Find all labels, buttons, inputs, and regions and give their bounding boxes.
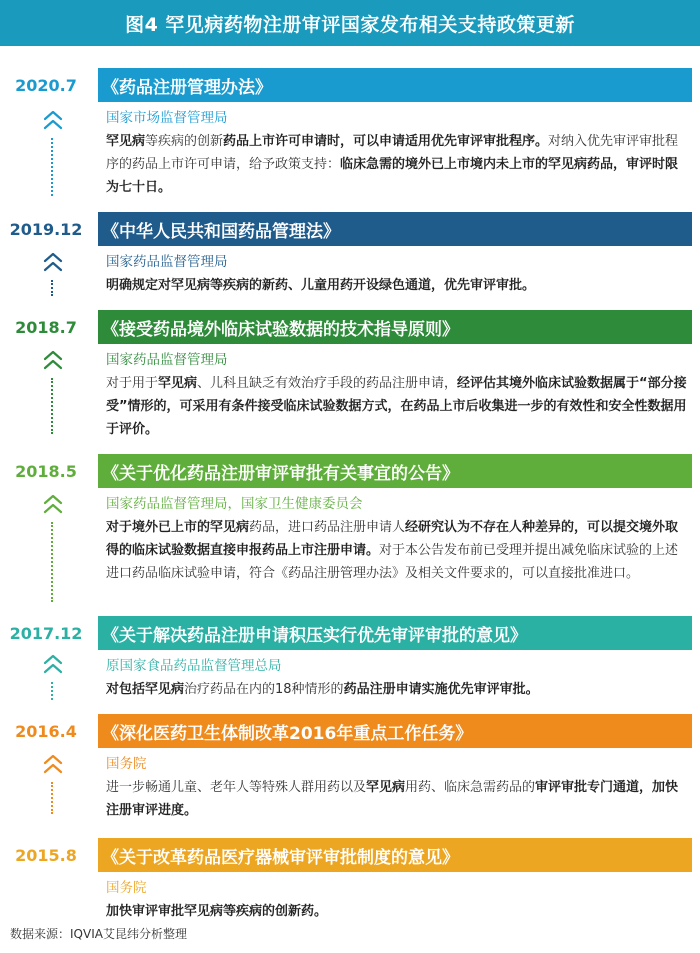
entry-description xyxy=(106,372,688,441)
timeline-connector xyxy=(51,682,53,700)
double-chevron-up-icon xyxy=(42,348,64,374)
highlight-text: 经研究认为不存在人种差异的，可以提交境外取得的临床试验数据直接申报药品上市注册申请。 xyxy=(106,520,679,558)
entry-body xyxy=(106,754,688,822)
double-chevron-up-icon xyxy=(42,752,64,778)
entry-policy-title: 《关于解决药品注册申请积压实行优先审评审批的意见》 xyxy=(98,616,692,650)
figure-title: 图4 罕见病药物注册审评国家发布相关支持政策更新 xyxy=(0,0,700,46)
entry-authority: 国务院 xyxy=(106,880,147,896)
entry-description xyxy=(106,516,688,585)
highlight-text: 临床急需的境外已上市境内未上市的罕见病药品，审评时限为七十日。 xyxy=(106,157,679,195)
highlight-text: 对于境外已上市的罕见病 xyxy=(106,520,250,535)
entry-authority: 国家市场监督管理局 xyxy=(106,110,228,126)
entry-date: 2017.12 xyxy=(9,623,83,643)
timeline-connector xyxy=(51,138,53,196)
double-chevron-up-icon xyxy=(42,652,64,678)
entry-description xyxy=(106,900,688,923)
entry-date: 2020.7 xyxy=(15,75,77,95)
entry-body xyxy=(106,252,688,297)
body-text: 对纳入优先审评审批程序的药品上市许可申请，给予政策支持： xyxy=(106,134,679,172)
entry-policy-title: 《深化医药卫生体制改革2016年重点工作任务》 xyxy=(98,714,692,748)
entry-policy-title: 《中华人民共和国药品管理法》 xyxy=(98,212,692,246)
highlight-text: 罕见病 xyxy=(158,376,198,391)
timeline-connector xyxy=(51,522,53,602)
entry-date: 2015.8 xyxy=(15,845,77,865)
entry-description xyxy=(106,678,688,701)
body-text: 对于本公告发布前已受理并提出减免临床试验的上述进口药品临床试验申请，符合《药品注册管理办法》及相关文件要求的，可以直接批准进口。 xyxy=(106,543,679,581)
highlight-text: 罕见病 xyxy=(366,780,406,795)
body-text: 对于用于 xyxy=(106,376,159,391)
body-text: 药品，进口药品注册申请人 xyxy=(249,520,406,535)
body-text: 等疾病的创新 xyxy=(145,134,224,149)
entry-policy-title: 《药品注册管理办法》 xyxy=(98,68,692,102)
entry-body xyxy=(106,878,688,923)
entry-authority: 国家药品监督管理局 xyxy=(106,254,228,270)
entry-body xyxy=(106,494,688,585)
highlight-text: 审评审批专门通道，加快注册审评进度。 xyxy=(106,780,679,818)
entry-body xyxy=(106,350,688,441)
entry-description xyxy=(106,776,688,822)
entry-authority: 原国家食品药品监督管理总局 xyxy=(106,658,282,674)
entry-description xyxy=(106,274,688,297)
entry-policy-title: 《关于优化药品注册审评审批有关事宜的公告》 xyxy=(98,454,692,488)
double-chevron-up-icon xyxy=(42,250,64,276)
entry-date: 2018.5 xyxy=(15,461,77,481)
body-text: 治疗药品在内的18种情形的 xyxy=(184,682,344,697)
entry-date: 2018.7 xyxy=(15,317,77,337)
entry-authority: 国务院 xyxy=(106,756,147,772)
double-chevron-up-icon xyxy=(42,492,64,518)
double-chevron-up-icon xyxy=(42,108,64,134)
entry-description xyxy=(106,130,688,199)
highlight-text: 对包括罕见病 xyxy=(106,682,185,697)
highlight-text: 经评估其境外临床试验数据属于“部分接受”情形的，可采用有条件接受临床试验数据方式，在药品上市后收集进一步的有效性和安全性数据用于评价。 xyxy=(106,376,687,437)
entry-policy-title: 《关于改革药品医疗器械审评审批制度的意见》 xyxy=(98,838,692,872)
body-text: 、儿科且缺乏有效治疗手段的药品注册申请， xyxy=(197,376,458,391)
highlight-text: 加快审评审批罕见病等疾病的创新药。 xyxy=(106,904,328,919)
entry-date: 2016.4 xyxy=(15,721,77,741)
timeline-connector xyxy=(51,782,53,814)
data-source: 数据来源：IQVIA艾昆纬分析整理 xyxy=(10,927,187,941)
timeline-connector xyxy=(51,378,53,434)
entry-authority: 国家药品监督管理局，国家卫生健康委员会 xyxy=(106,496,363,512)
entry-authority: 国家药品监督管理局 xyxy=(106,352,228,368)
body-text: 进一步畅通儿童、老年人等特殊人群用药以及 xyxy=(106,780,367,795)
highlight-text: 罕见病 xyxy=(106,134,146,149)
entry-body xyxy=(106,108,688,199)
entry-body xyxy=(106,656,688,701)
body-text: 用药、临床急需药品的 xyxy=(405,780,536,795)
entry-date: 2019.12 xyxy=(9,219,83,239)
highlight-text: 药品上市许可申请时，可以申请适用优先审评审批程序。 xyxy=(223,134,549,149)
highlight-text: 明确规定对罕见病等疾病的新药、儿童用药开设绿色通道，优先审评审批。 xyxy=(106,278,536,293)
entry-policy-title: 《接受药品境外临床试验数据的技术指导原则》 xyxy=(98,310,692,344)
timeline-connector xyxy=(51,280,53,296)
highlight-text: 药品注册申请实施优先审评审批。 xyxy=(343,682,539,697)
